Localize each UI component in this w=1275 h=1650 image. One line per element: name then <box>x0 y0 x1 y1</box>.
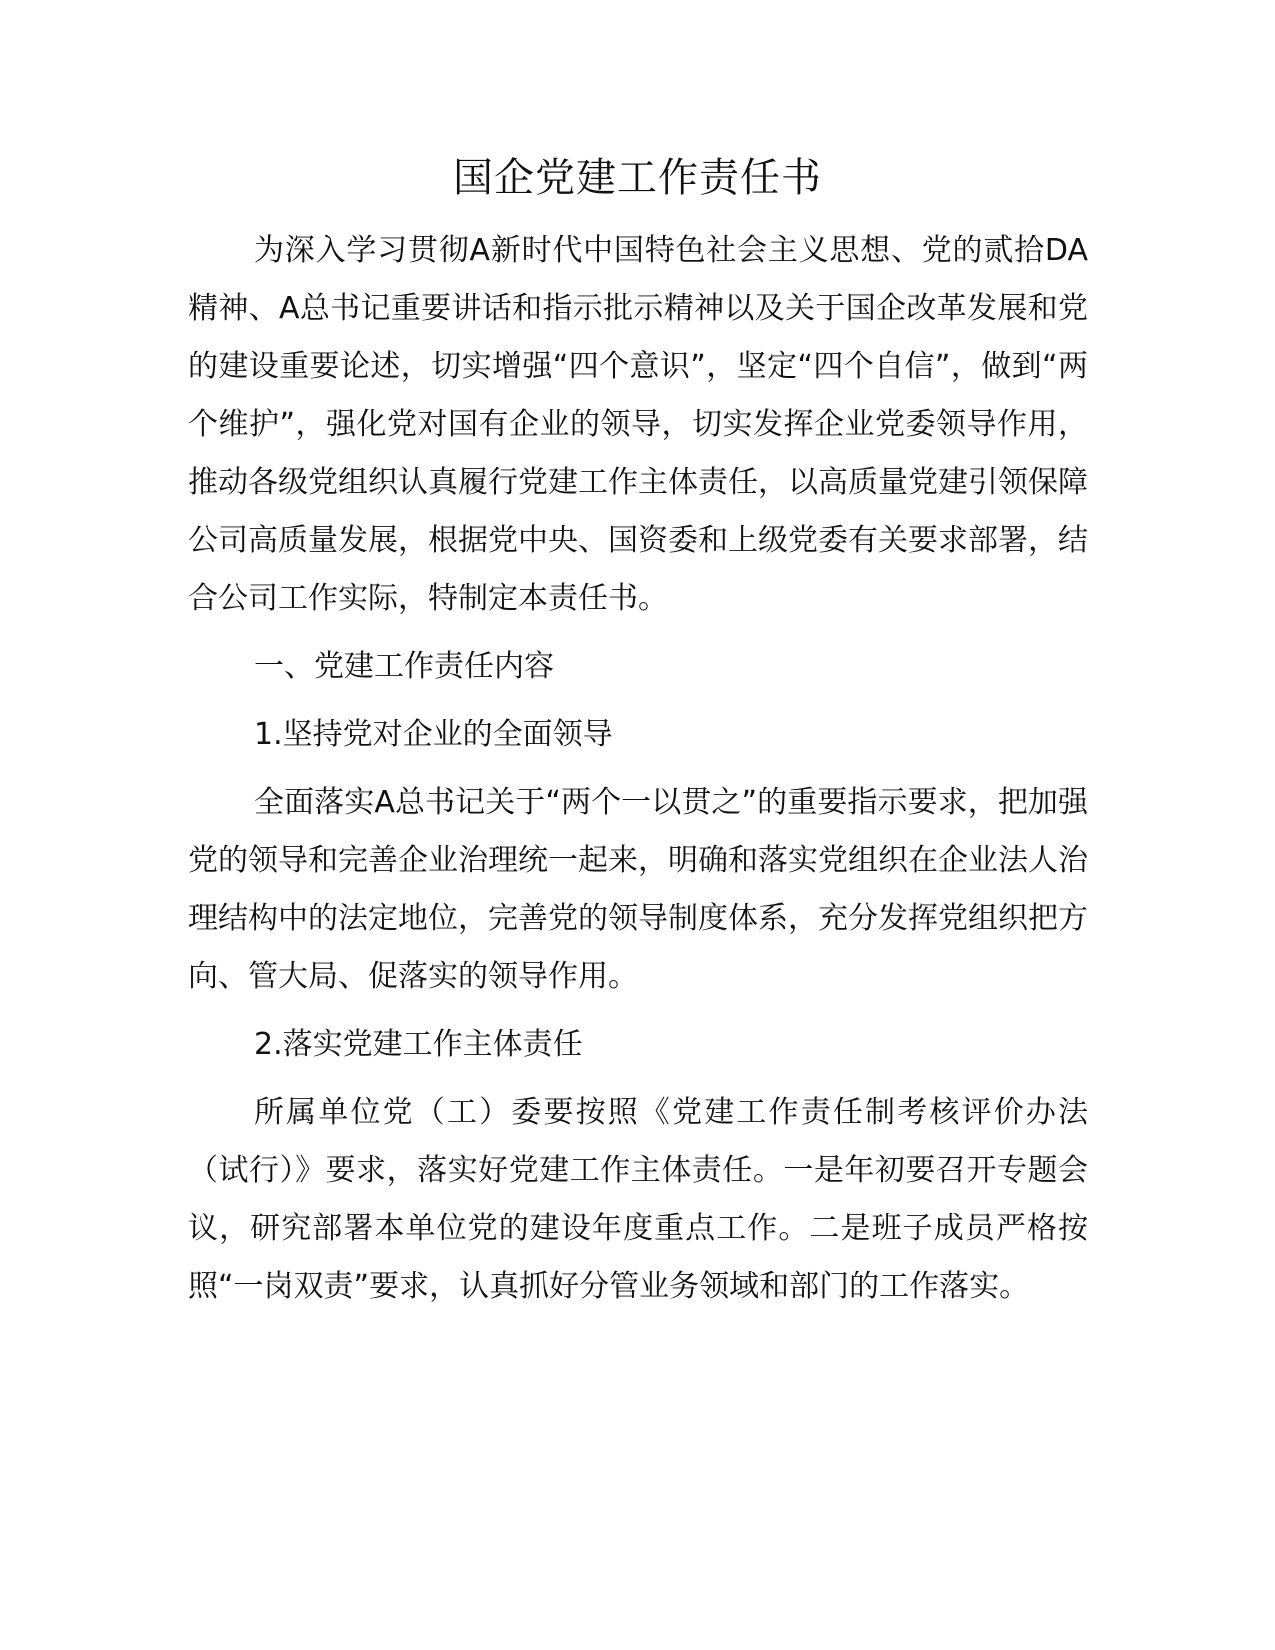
item-1-heading: 1.坚持党对企业的全面领导 <box>254 717 613 752</box>
section-heading: 一、党建工作责任内容 <box>254 649 554 684</box>
item-1-paragraph: 全面落实A总书记关于“两个一以贯之”的重要指示要求，把加强党的领导和完善企业治理统一起来，明确和落实党组织在企业法人治理结构中的法定地位，完善党的领导制度体系，充分发挥党组织把方向、管大局、促落实的领导作用。 <box>188 785 1088 994</box>
item-2-paragraph: 所属单位党（工）委要按照《党建工作责任制考核评价办法（试行）》要求，落实好党建工作主体责任。一是年初要召开专题会议，研究部署本单位党的建设年度重点工作。二是班子成员严格按照“一岗双责”要求，认真抓好分管业务领域和部门的工作落实。 <box>188 1095 1088 1304</box>
item-2-heading: 2.落实党建工作主体责任 <box>254 1027 583 1062</box>
document-title: 国企党建工作责任书 <box>453 155 822 201</box>
document-body <box>188 222 1088 1326</box>
intro-paragraph: 为深入学习贯彻A新时代中国特色社会主义思想、党的贰拾DA精神、A总书记重要讲话和指示批示精神以及关于国企改革发展和党的建设重要论述，切实增强“四个意识”，坚定“四个自信”，做到“两个维护”，强化党对国有企业的领导，切实发挥企业党委领导作用，推动各级党组织认真履行党建工作主体责任，以高质量党建引领保障公司高质量发展，根据党中央、国资委和上级党委有关要求部署，结合公司工作实际，特制定本责任书。 <box>188 233 1088 616</box>
